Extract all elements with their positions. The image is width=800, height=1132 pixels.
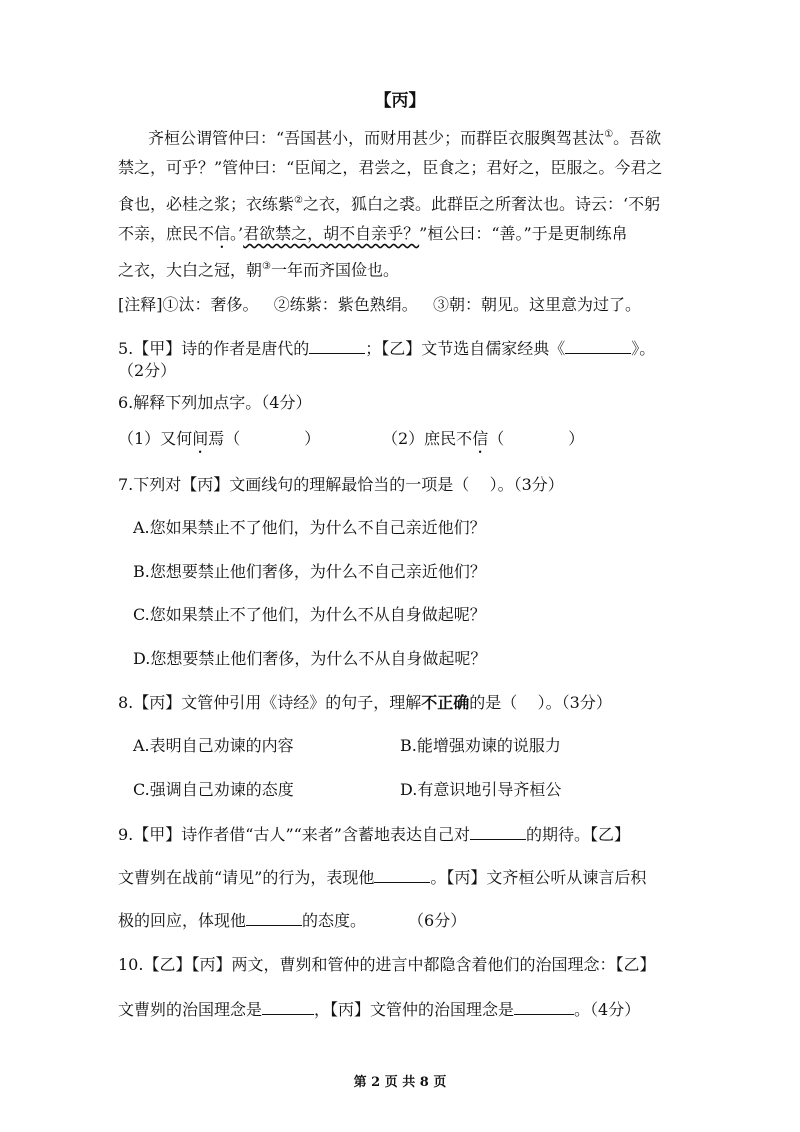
underlined-sentence: 君欲禁之，胡不自亲乎？ [243, 224, 420, 243]
option-d: D.有意识地引导齐桓公 [400, 780, 562, 799]
option-a: A.表明自己劝谏的内容 [133, 736, 294, 755]
passage-line-4: 不亲，庶民不信。’君欲禁之，胡不自亲乎？”桓公曰：“善。”于是更制练帛 [118, 224, 628, 243]
section-title: 【丙】 [374, 91, 426, 111]
passage-line-5: 之衣，大白之冠，朝③一年而齐国俭也。 [118, 260, 399, 280]
passage-line-2: 禁之，可乎？”管仲曰：“臣闻之，君尝之，臣食之；君好之，臣服之。今君之 [118, 158, 663, 177]
passage-line-1: 齐桓公谓管仲曰：“吾国甚小，而财用甚少；而群臣衣服舆驾甚汰①。吾欲 [148, 128, 662, 148]
option-a: A.您如果禁止不了他们，为什么不自己亲近他们？ [133, 518, 486, 537]
answer-blank[interactable] [565, 337, 631, 354]
item-1: （1）又何间焉（ ） [118, 429, 321, 448]
answer-blank[interactable] [246, 909, 302, 926]
answer-blank[interactable] [309, 337, 365, 354]
option-c: C.强调自己劝谏的态度 [133, 780, 294, 799]
answer-blank[interactable] [262, 998, 314, 1015]
option-b: B.您想要禁止他们奢侈，为什么不自己亲近他们？ [133, 562, 486, 581]
item-2: （2）庶民不信（ ） [382, 429, 585, 448]
answer-blank[interactable] [470, 823, 526, 840]
answer-blank[interactable] [374, 866, 430, 883]
option-c: C.您如果禁止不了他们，为什么不从自身做起呢？ [133, 605, 486, 624]
annotation-note: [注释]①汰：奢侈。 ②练紫：紫色熟绢。 ③朝：朝见。这里意为过了。 [118, 295, 642, 314]
page-footer: 第 2 页 共 8 页 [353, 1075, 447, 1090]
passage-line-3: 食也，必桂之浆；衣练紫②之衣，狐白之裘。此群臣之所奢汰也。诗云：‘不躬 [118, 194, 661, 214]
exam-page: 【丙】 齐桓公谓管仲曰：“吾国甚小，而财用甚少；而群臣衣服舆驾甚汰①。吾欲 禁之，可乎？”管仲曰：“臣闻之，君尝之，臣食之；君好之，臣服之。今君之 食也，必桂之浆；衣练紫②之衣，狐白之裘。此群臣之所奢汰也。诗云：‘不躬 不亲，庶民不信。’君欲禁之，胡不自亲乎？”桓公曰：“善。”于是更制练帛 之衣，大白之冠，朝③一年而齐国俭也。 [注释]①汰：奢侈。 ②练紫：紫色熟绢。 ③朝：朝见。这里意为过了。 5.【甲】诗的作者是唐代的 ；【乙】文节选自儒家经典《 》。 （2分） 6.解释下列加点字。（4分） （1）又何间焉（ ） （2）庶民不信（ ） 7.下列对【丙】文画线句的理解最恰当的一项是（ ）。（3分） A.您如果禁止不了他们，为什么不自己亲近他们？ B.您想要禁止他们奢侈，为什么不自己亲近他们？ C.您如果禁止不了他们，为什么不从自身做起呢？ D.您想要禁止他们奢侈，为什么不从自身做起呢？ 8.【丙】文管仲引用《诗经》的句子，理解不正确的是（ ）。（3分） A.表明自己劝谏的内容 B.能增强劝谏的说服力 C.强调自己劝谏的态度 D.有意识地引导齐桓公 9.【甲】诗作者借“古人”“来者”含蓄地表达自己对 的期待。【乙】 文曹刿在战前“请见”的行为，表现他 。【丙】文齐桓公听从谏言后积 极的回应，体现他 的态度。 （6分） 10.【乙】【丙】两文，曹刿和管仲的进言中都隐含着他们的治国理念：【乙】 文曹刿的治国理念是 ，【丙】文管仲的治国理念是 。（4分） 第 2 页 共 8 页 [0, 0, 800, 1132]
answer-blank[interactable] [514, 998, 574, 1015]
option-b: B.能增强劝谏的说服力 [400, 736, 561, 755]
option-d: D.您想要禁止他们奢侈，为什么不从自身做起呢？ [133, 649, 487, 668]
